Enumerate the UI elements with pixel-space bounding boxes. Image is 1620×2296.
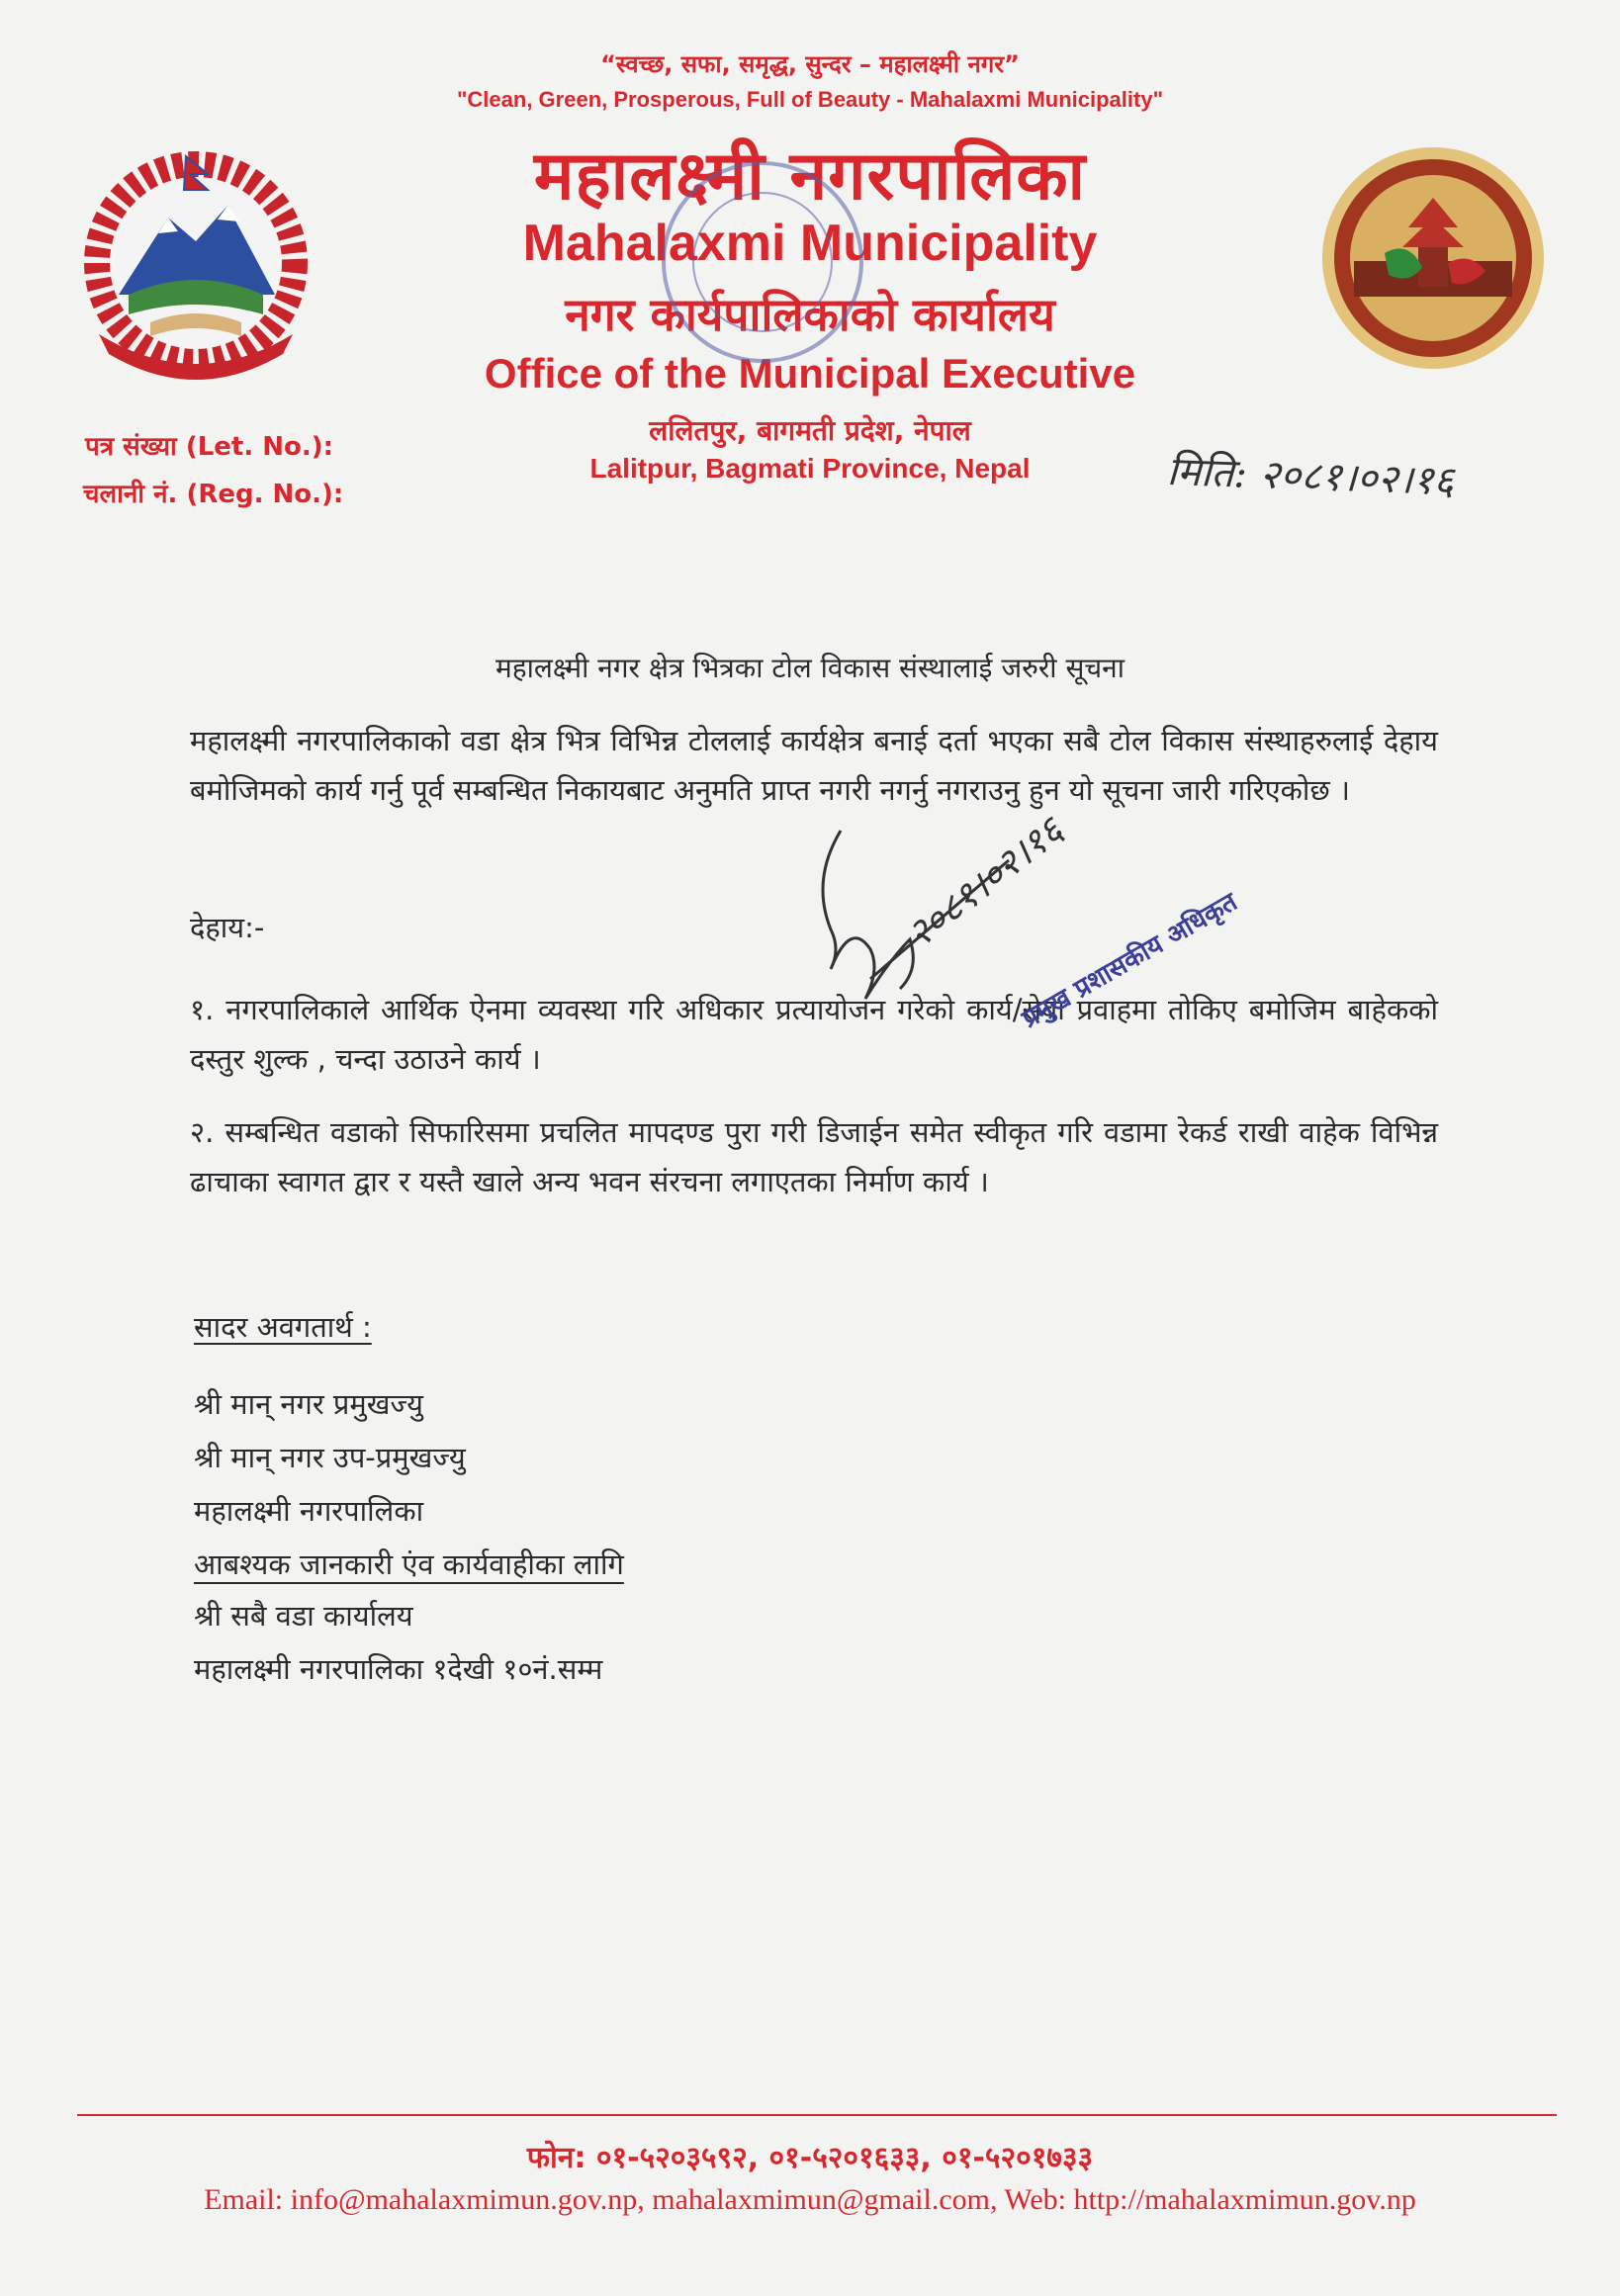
municipality-name-nepali: महालक्ष्मी नगरपालिका (533, 137, 1087, 216)
footer-divider (77, 2114, 1557, 2116)
footer-phone: फोन: ०१-५२०३५९२, ०१-५२०१६३३, ०१-५२०१७३३ (526, 2141, 1094, 2175)
cc-line-2: श्री मान् नगर उप-प्रमुखज्यु (194, 1441, 466, 1474)
office-name-english: Office of the Municipal Executive (484, 350, 1136, 397)
municipality-name-english: Mahalaxmi Municipality (522, 215, 1098, 272)
cc-heading: सादर अवगतार्थ : (194, 1310, 372, 1344)
cc-line-6: महालक्ष्मी नगरपालिका १देखी १०नं.सम्म (194, 1652, 603, 1686)
office-name-nepali: नगर कार्यपालिकाको कार्यालय (565, 288, 1055, 341)
address-nepali: ललितपुर, बागमती प्रदेश, नेपाल (649, 414, 971, 447)
cc-line-5: श्री सबै वडा कार्यालय (194, 1599, 413, 1633)
letter-number-label: पत्र संख्या (Let. No.): (85, 432, 334, 462)
motto-english: "Clean, Green, Prosperous, Full of Beauty - Mahalaxmi Municipality" (456, 87, 1163, 112)
signature-stamp (771, 801, 1246, 1058)
dehaya-label: देहाय:- (190, 911, 265, 944)
signature-date-handwritten: २०८१।०२।१६ (898, 808, 1071, 957)
list-item-2: २. सम्बन्धित वडाको सिफारिसमा प्रचलित मापदण्ड पुरा गरी डिजाईन समेत स्वीकृत गरि वडामा रेकर्ड राखी वाहेक विभिन्न ढाचाका स्वागत द्वार र यस्तै खाले अन्य भवन संरचना लगाएतका निर्माण कार्य । (190, 1115, 1438, 1198)
footer-contact: Email: info@mahalaxmimun.gov.np, mahalaxmimun@gmail.com, Web: http://mahalaxmimun.gov.np (204, 2183, 1416, 2216)
notice-title: महालक्ष्मी नगर क्षेत्र भित्रका टोल विकास संस्थालाई जरुरी सूचना (495, 652, 1125, 684)
office-seal-stamp (639, 148, 886, 376)
cc-line-4: आबश्यक जानकारी एंव कार्यवाहीका लागि (194, 1547, 624, 1581)
address-english: Lalitpur, Bagmati Province, Nepal (589, 453, 1031, 484)
intro-paragraph: महालक्ष्मी नगरपालिकाको वडा क्षेत्र भित्र विभिन्न टोललाई कार्यक्षेत्र बनाई दर्ता भएका सबै टोल विकास संस्थाहरुलाई देहाय बमोजिमको कार्य गर्नु पूर्व सम्बन्धित निकायबाट अनुमति प्राप्त नगरी नगर्नु नगराउनु हुन यो सूचना जारी गरिएकोछ । (190, 724, 1438, 807)
handwritten-date: मिति: २०८१।०२।१६ (1166, 448, 1455, 505)
cc-line-3: महालक्ष्मी नगरपालिका (194, 1494, 424, 1528)
officer-stamp-text: प्रमुख प्रशासकीय अधिकृत (1017, 887, 1243, 1035)
list-item-1: १. नगरपालिकाले आर्थिक ऐनमा व्यवस्था गरि अधिकार प्रत्यायोजन गरेको कार्य/सेवा प्रवाहमा तोकिए बमोजिम बाहेकको दस्तुर शुल्क , चन्दा उठाउने कार्य । (190, 993, 1438, 1076)
registration-number-label: चलानी नं. (Reg. No.): (83, 480, 344, 509)
cc-line-1: श्री मान् नगर प्रमुखज्यु (194, 1387, 423, 1421)
motto-nepali: “स्वच्छ, सफा, समृद्ध, सुन्दर – महालक्ष्मी नगर” (600, 50, 1020, 78)
